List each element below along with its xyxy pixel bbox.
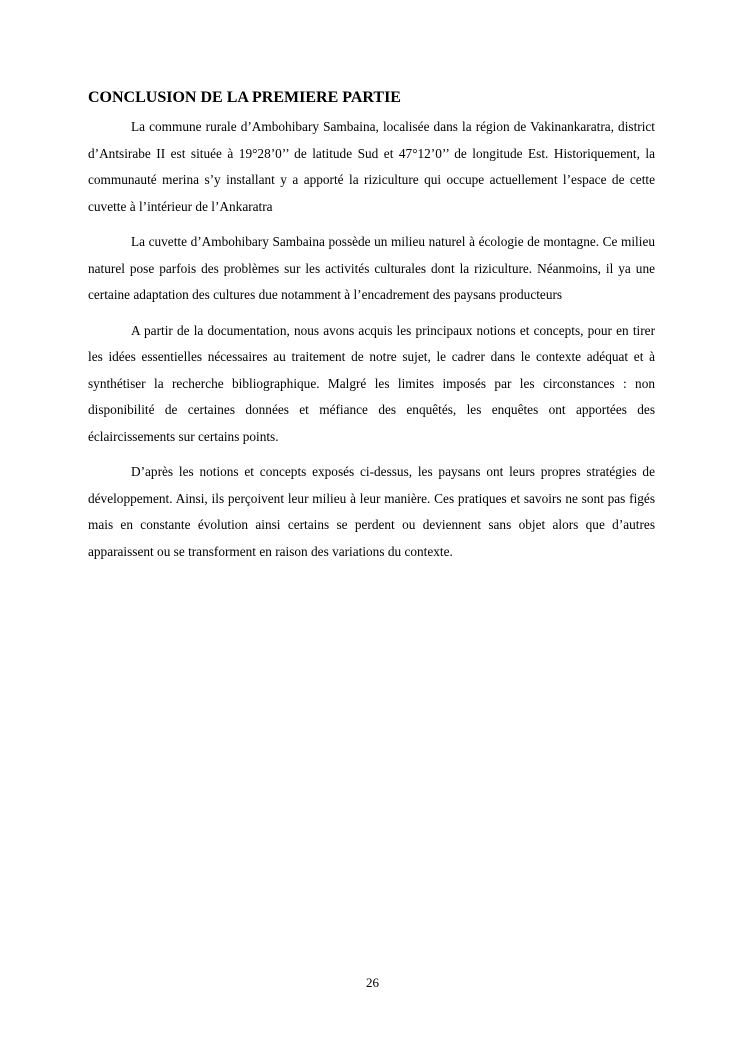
paragraph-1: La commune rurale d’Ambohibary Sambaina, localisée dans la région de Vakinankaratra, district d’Antsirabe II est située à 19°28’0’’ de latitude Sud et 47°12’0’’ de longitude Est. Historiquement, la communauté merina s’y installant y a apporté la riziculture qui occupe actuellement l’espace de cette cuvette à l’intérieur de l’Ankaratra — [88, 119, 655, 214]
page-content — [88, 88, 655, 574]
paragraph-4: D’après les notions et concepts exposés ci-dessus, les paysans ont leurs propres stratégies de développement. Ainsi, ils perçoivent leur milieu à leur manière. Ces pratiques et savoirs ne sont pas figés mais en constante évolution ainsi certains se perdent ou deviennent sans objet alors que d’autres apparaissent ou se transforment en raison des variations du contexte. — [88, 464, 655, 559]
section-title: CONCLUSION DE LA PREMIERE PARTIE — [88, 89, 401, 106]
paragraph-2: La cuvette d’Ambohibary Sambaina possède un milieu naturel à écologie de montagne. Ce milieu naturel pose parfois des problèmes sur les activités culturales dont la riziculture. Néanmoins, il ya une certaine adaptation des cultures due notamment à l’encadrement des paysans producteurs — [88, 234, 655, 302]
page-number: 26 — [366, 975, 379, 990]
paragraph-3: A partir de la documentation, nous avons acquis les principaux notions et concepts, pour en tirer les idées essentielles nécessaires au traitement de notre sujet, le cadrer dans le contexte adéquat et à synthétiser la recherche bibliographique. Malgré les limites imposés par les circonstances : non disponibilité de certaines données et méfiance des enquêtés, les enquêtes ont apportées des éclaircissements sur certains points. — [88, 322, 655, 444]
